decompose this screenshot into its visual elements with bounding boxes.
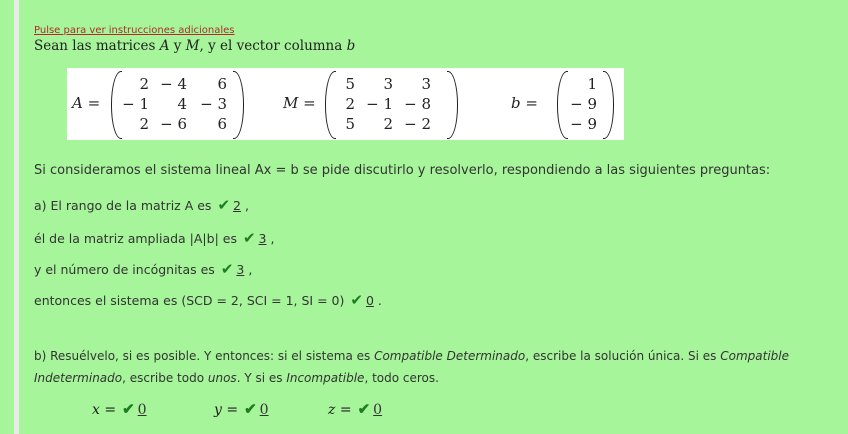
help-link[interactable]: Pulse para ver instrucciones adicionales bbox=[34, 25, 235, 36]
matrix-a-cell: − 1 bbox=[122, 95, 149, 113]
matrix-a-cell: 6 bbox=[217, 75, 227, 93]
matrix-m-cell: − 8 bbox=[404, 95, 431, 113]
matrices-image bbox=[67, 68, 624, 140]
intro-A: A bbox=[159, 38, 170, 54]
vector-b-cell: − 9 bbox=[570, 115, 597, 133]
solution-x bbox=[92, 400, 147, 418]
answer-incognitas[interactable]: 3 bbox=[236, 262, 245, 277]
solution-x-label: x = bbox=[92, 402, 117, 418]
solution-y-label: y = bbox=[214, 402, 239, 418]
check-icon: ✔ bbox=[242, 229, 256, 247]
matrix-a-cell: − 3 bbox=[200, 95, 227, 113]
intro-text bbox=[34, 38, 834, 54]
matrix-m-cell: 5 bbox=[345, 75, 355, 93]
intro-b: b bbox=[346, 38, 356, 54]
part-b-line2-a: Indeterminado bbox=[34, 371, 123, 385]
intro-M: M bbox=[185, 38, 200, 54]
question-entonces: entonces el sistema es (SCD = 2, SCI = 1, SI = 0) ✔ 0 . bbox=[34, 291, 382, 309]
content bbox=[34, 18, 834, 54]
matrix-a-cell: 6 bbox=[217, 115, 227, 133]
part-b-line1-d: Compatible bbox=[720, 349, 789, 363]
question-entonces-label: entonces el sistema es (SCD = 2, SCI = 1, SI = 0) bbox=[34, 293, 345, 308]
matrix-a-cell: 2 bbox=[139, 115, 149, 133]
part-b-line2-e: Incompatible bbox=[286, 371, 365, 385]
intro-prefix: Sean las matrices bbox=[34, 38, 160, 54]
part-b-line1-a: b) Resuélvelo, si es posible. Y entonces: si el sistema es bbox=[34, 349, 375, 363]
part-b-line2-b: , escribe todo bbox=[122, 371, 208, 385]
vector-b-label: b = bbox=[511, 94, 538, 112]
part-b-instructions bbox=[34, 345, 824, 389]
matrix-a-cell: 4 bbox=[177, 95, 187, 113]
matrix-m-cell: 5 bbox=[345, 115, 355, 133]
matrix-a-label: A = bbox=[72, 94, 101, 112]
solution-y bbox=[214, 400, 269, 418]
matrix-m-cell: − 2 bbox=[404, 115, 431, 133]
solution-z bbox=[328, 400, 382, 418]
part-b-line2-c: unos bbox=[207, 371, 237, 385]
part-b-line2-f: , todo ceros. bbox=[364, 371, 439, 385]
solution-z-value[interactable]: 0 bbox=[373, 402, 383, 418]
part-b-line1-c: , escribe la solución única. Si es bbox=[525, 349, 721, 363]
matrix-a-cell: − 4 bbox=[160, 75, 187, 93]
answer-rank-a[interactable]: 2 bbox=[233, 198, 241, 213]
matrix-m-cell: 2 bbox=[383, 115, 393, 133]
question-incognitas-label: y el número de incógnitas es bbox=[34, 262, 215, 277]
question-ampliada: él de la matriz ampliada |A|b| es ✔ 3 , bbox=[34, 229, 275, 247]
check-icon: ✔ bbox=[357, 400, 371, 418]
intro-suffix: , y el vector columna bbox=[199, 38, 347, 54]
part-b-line2-d: . Y si es bbox=[236, 371, 287, 385]
solution-x-value[interactable]: 0 bbox=[137, 402, 147, 418]
question-text: Si consideramos el sistema lineal Ax = b se pide discutirlo y resolverlo, respondiendo a las siguientes preguntas: bbox=[34, 163, 771, 178]
matrix-a-cell: − 6 bbox=[160, 115, 187, 133]
check-icon: ✔ bbox=[217, 196, 231, 214]
matrix-m-label: M = bbox=[283, 94, 316, 112]
question-ampliada-label: él de la matriz ampliada |A|b| es bbox=[34, 231, 237, 246]
matrix-m-cell: 3 bbox=[383, 75, 393, 93]
matrix-a-right-paren bbox=[233, 71, 244, 139]
question-a: a) El rango de la matriz A es ✔ 2 , bbox=[34, 196, 249, 214]
solution-z-label: z = bbox=[328, 402, 352, 418]
check-icon: ✔ bbox=[350, 291, 363, 309]
solution-y-value[interactable]: 0 bbox=[259, 402, 269, 418]
answer-sistema[interactable]: 0 bbox=[365, 293, 374, 308]
question-incognitas: y el número de incógnitas es ✔ 3 , bbox=[34, 260, 253, 278]
matrix-m-cell: 3 bbox=[421, 75, 431, 93]
intro-y: y bbox=[169, 38, 186, 54]
matrix-m-cell: 2 bbox=[345, 95, 355, 113]
vector-b-cell: − 9 bbox=[570, 95, 597, 113]
matrix-m-cell: − 1 bbox=[366, 95, 393, 113]
check-icon: ✔ bbox=[220, 260, 234, 278]
check-icon: ✔ bbox=[244, 400, 257, 418]
question-a-label: a) El rango de la matriz A es bbox=[34, 198, 212, 213]
matrix-a-cell: 2 bbox=[139, 75, 149, 93]
answer-rank-ampliada[interactable]: 3 bbox=[258, 231, 267, 246]
left-border bbox=[14, 0, 19, 434]
check-icon: ✔ bbox=[122, 400, 135, 418]
vector-b-right-paren bbox=[603, 71, 614, 139]
vector-b-left-paren bbox=[557, 71, 568, 139]
part-b-line1-b: Compatible Determinado bbox=[374, 349, 526, 363]
matrix-m-right-paren bbox=[447, 71, 458, 139]
vector-b-cell: 1 bbox=[587, 75, 597, 93]
